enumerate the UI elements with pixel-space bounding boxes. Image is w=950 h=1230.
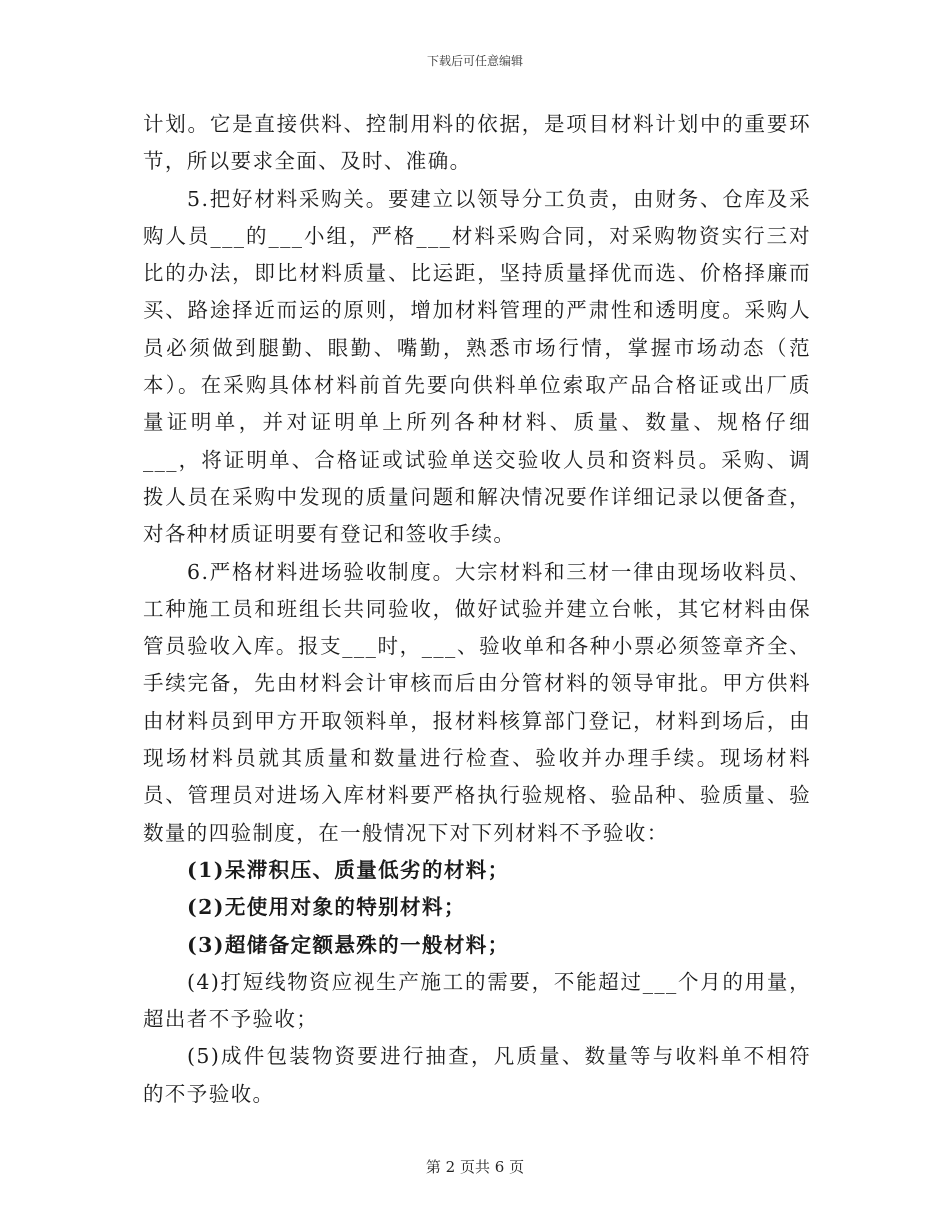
list-item-3: (3)超储备定额悬殊的一般材料；: [187, 932, 510, 957]
list-item-2: (2)无使用对象的特别材料；: [187, 895, 466, 920]
paragraph-procurement: 5.把好材料采购关。要建立以领导分工负责，由财务、仓库及采购人员___的___小组，严格___材料采购合同，对采购物资实行三对比的办法，即比材料质量、比运距，坚持质量择优而选、价格择廉而买、路途择近而运的原则，增加材料管理的严肃性和透明度。采购人员必须做到腿勤、眼勤、嘴勤，熟悉市场行情，掌握市场动态（范本）。在采购具体材料前首先要向供料单位索取产品合格证或出厂质量证明单，并对证明单上所列各种材料、质量、数量、规格仔细___，将证明单、合格证或试验单送交验收人员和资料员。采购、调拨人员在采购中发现的质量问题和解决情况要作详细记录以便备查，对各种材质证明要有登记和签收手续。: [143, 186, 811, 547]
paragraph-inspection: 6.严格材料进场验收制度。大宗材料和三材一律由现场收料员、工种施工员和班组长共同验收，做好试验并建立台帐，其它材料由保管员验收入库。报支___时，___、验收单和各种小票必须签章齐全、手续完备，先由材料会计审核而后由分管材料的领导审批。甲方供料由材料员到甲方开取领料单，报材料核算部门登记，材料到场后，由现场材料员就其质量和数量进行检查、验收并办理手续。现场材料员、管理员对进场入库材料要严格执行验规格、验品种、验质量、验数量的四验制度，在一般情况下对下列材料不予验收：: [143, 559, 811, 845]
page-header: 下载后可任意编辑: [426, 54, 523, 68]
list-item-5: (5)成件包装物资要进行抽查，凡质量、数量等与收料单不相符的不予验收。: [143, 1044, 811, 1106]
page-footer: 第 2 页共 6 页: [425, 1158, 525, 1176]
list-item-4: (4)打短线物资应视生产施工的需要，不能超过___个月的用量，超出者不予验收；: [143, 969, 811, 1032]
list-item-1: (1)呆滞积压、质量低劣的材料；: [187, 857, 510, 882]
document-body: [143, 106, 811, 1113]
paragraph-plan-continuation: 计划。它是直接供料、控制用料的依据，是项目材料计划中的重要环节，所以要求全面、及时、准确。: [143, 112, 811, 174]
